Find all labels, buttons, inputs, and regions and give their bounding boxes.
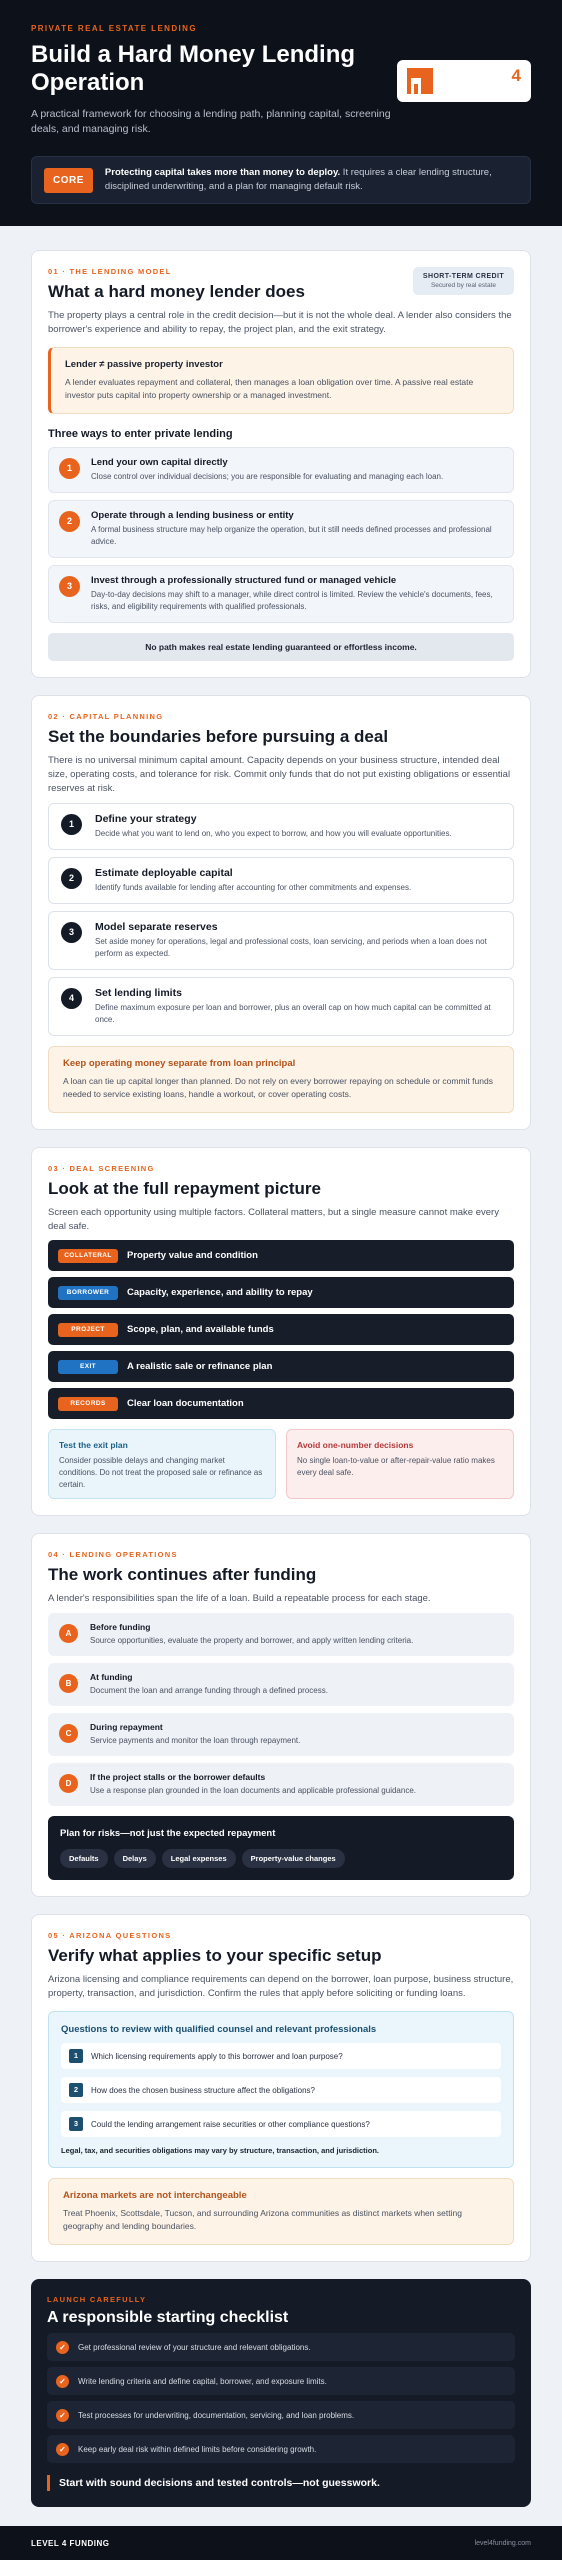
checklist-text: Test processes for underwriting, documentation, servicing, and loan problems. — [78, 2410, 355, 2420]
stage-title: If the project stalls or the borrower defaults — [90, 1772, 266, 1782]
question-number: 3 — [69, 2117, 83, 2131]
step-title: Set lending limits — [95, 987, 182, 999]
core-bold: Protecting capital takes more than money to deploy. — [104, 167, 341, 178]
final-text: Start with sound decisions and tested controls—not guesswork. — [59, 2477, 380, 2489]
screen-row — [48, 1277, 514, 1308]
stage-item — [48, 1763, 514, 1806]
step-number: 1 — [61, 814, 82, 835]
step-title: Define your strategy — [95, 813, 197, 825]
no-guarantee-note: No path makes real estate lending guaranteed or effortless income. — [48, 633, 514, 661]
check-icon: ✓ — [56, 2375, 69, 2388]
section-intro: There is no universal minimum capital amount. Capacity depends on your business structure, intended deal size, operating costs, and tolerance for risk. Commit only funds that do not put existing obligations or essential reserves at risk. — [48, 755, 511, 794]
callout-body: Treat Phoenix, Scottsdale, Tucson, and surrounding Arizona communities as distinct markets when setting geography and lending boundaries. — [63, 2208, 462, 2231]
question-row — [61, 2043, 501, 2069]
stage-letter: D — [59, 1774, 78, 1793]
core-body: It requires a clear lending structure, disciplined underwriting, and a plan for managing default risk. — [104, 167, 492, 192]
screen-tag: PROJECT — [58, 1323, 118, 1337]
hero-eyebrow: PRIVATE REAL ESTATE LENDING — [31, 24, 197, 33]
way-number: 2 — [59, 511, 80, 532]
content — [0, 226, 562, 2526]
section-label: 03 · DEAL SCREENING — [48, 1164, 155, 1173]
stage-body: Document the loan and arrange funding through a defined process. — [90, 1686, 328, 1695]
section-title: Look at the full repayment picture — [48, 1179, 321, 1198]
final-statement — [47, 2475, 515, 2491]
section-intro: Screen each opportunity using multiple factors. Collateral matters, but a single measure cannot make every deal safe. — [48, 1207, 499, 1232]
screen-text: Property value and condition — [127, 1250, 258, 1261]
ways-heading: Three ways to enter private lending — [48, 428, 233, 440]
section-deal-screening — [31, 1147, 531, 1516]
stage-title: Before funding — [90, 1622, 151, 1632]
core-badge: CORE — [44, 168, 93, 193]
way-number: 3 — [59, 576, 80, 597]
footer-url[interactable]: level4funding.com — [474, 2539, 531, 2547]
section-title: Set the boundaries before pursuing a deal — [48, 727, 389, 746]
callout-title: Arizona markets are not interchangeable — [63, 2190, 247, 2201]
screen-row — [48, 1351, 514, 1382]
questions-title: Questions to review with qualified counsel and relevant professionals — [61, 2024, 377, 2035]
check-icon: ✓ — [56, 2443, 69, 2456]
question-number: 1 — [69, 2049, 83, 2063]
section-label: 04 · LENDING OPERATIONS — [48, 1550, 178, 1559]
exit-plan-box — [48, 1429, 276, 1499]
stage-item — [48, 1613, 514, 1656]
short-term-credit-badge — [413, 267, 514, 295]
checklist-item — [47, 2367, 515, 2395]
core-text — [105, 166, 518, 194]
risk-title: Plan for risks—not just the expected repayment — [60, 1828, 276, 1839]
risk-tag: Property-value changes — [242, 1849, 345, 1868]
way-body: A formal business structure may help organize the operation, but it still needs defined processes and professional advice. — [91, 525, 492, 546]
risk-tags — [60, 1849, 502, 1868]
way-item — [48, 500, 514, 558]
callout-title: Keep operating money separate from loan principal — [63, 1058, 296, 1069]
risk-tag: Legal expenses — [162, 1849, 236, 1868]
screen-tag: BORROWER — [58, 1286, 118, 1300]
badge-title: SHORT-TERM CREDIT — [422, 273, 504, 280]
screen-tag: RECORDS — [58, 1397, 118, 1411]
step-item — [48, 857, 514, 904]
step-number: 4 — [61, 988, 82, 1009]
section-arizona-questions — [31, 1914, 531, 2262]
check-icon: ✓ — [56, 2409, 69, 2422]
logo-house-icon — [407, 68, 433, 94]
section-intro: A lender's responsibilities span the life of a loan. Build a repeatable process for each stage. — [48, 1593, 431, 1604]
step-body: Define maximum exposure per loan and borrower, plus an overall cap on how much capital can be committed at once. — [95, 1003, 491, 1024]
logo — [397, 60, 531, 102]
way-title: Operate through a lending business or entity — [91, 510, 294, 521]
screen-row — [48, 1314, 514, 1345]
section-title: The work continues after funding — [48, 1565, 317, 1584]
callout-title: Lender ≠ passive property investor — [65, 359, 223, 370]
checklist-item — [47, 2333, 515, 2361]
starting-checklist — [31, 2279, 531, 2507]
checklist-text: Write lending criteria and define capital, borrower, and exposure limits. — [78, 2376, 327, 2386]
risk-tag: Defaults — [60, 1849, 108, 1868]
questions-footnote: Legal, tax, and securities obligations may vary by structure, transaction, and jurisdiction. — [61, 2146, 380, 2155]
section-lending-model — [31, 250, 531, 678]
stage-body: Service payments and monitor the loan through repayment. — [90, 1736, 301, 1745]
stage-letter: A — [59, 1624, 78, 1643]
screen-text: Capacity, experience, and ability to repay — [127, 1287, 313, 1298]
hero — [0, 0, 562, 226]
step-title: Estimate deployable capital — [95, 867, 233, 879]
screen-text: Clear loan documentation — [127, 1398, 244, 1409]
stage-item — [48, 1663, 514, 1706]
way-body: Day-to-day decisions may shift to a manager, while direct control is limited. Review the vehicle's documents, fees, risks, and eligibility requirements with qualified professionals. — [91, 590, 493, 611]
callout-body: A loan can tie up capital longer than planned. Do not rely on every borrower repaying on schedule or commit funds needed to service existing loans, handle a workout, or cover operating costs. — [63, 1076, 493, 1099]
accent-bar — [47, 2475, 50, 2491]
question-row — [61, 2111, 501, 2137]
hero-subtitle: A practical framework for choosing a lending path, planning capital, screening deals, and managing risk. — [31, 108, 391, 135]
risk-tag: Delays — [114, 1849, 156, 1868]
section-intro: Arizona licensing and compliance requirements can depend on the borrower, loan purpose, business structure, property, transaction, and jurisdiction. Confirm the rules that apply before soliciting or funding loans. — [48, 1974, 514, 1999]
way-body: Close control over individual decisions; you are responsible for evaluating and managing each loan. — [91, 472, 444, 481]
way-number: 1 — [59, 458, 80, 479]
stage-letter: B — [59, 1674, 78, 1693]
section-title: Verify what applies to your specific setup — [48, 1946, 382, 1965]
step-title: Model separate reserves — [95, 921, 218, 933]
arizona-markets-callout — [48, 2178, 514, 2245]
question-row — [61, 2077, 501, 2103]
section-label: 02 · CAPITAL PLANNING — [48, 712, 164, 721]
page-title: Build a Hard Money Lending Operation — [31, 41, 356, 96]
question-text: How does the chosen business structure affect the obligations? — [91, 2085, 315, 2095]
tip-title: Test the exit plan — [59, 1440, 128, 1450]
question-text: Which licensing requirements apply to this borrower and loan purpose? — [91, 2051, 343, 2061]
step-body: Identify funds available for lending after accounting for other commitments and expenses. — [95, 883, 412, 892]
way-item — [48, 565, 514, 623]
stage-letter: C — [59, 1724, 78, 1743]
section-intro: The property plays a central role in the credit decision—but it is not the whole deal. A lender also considers the borrower's experience and ability to repay, the project plan, and the exit strategy. — [48, 310, 512, 335]
tip-title: Avoid one-number decisions — [297, 1440, 414, 1450]
screen-tag: EXIT — [58, 1360, 118, 1374]
screen-text: A realistic sale or refinance plan — [127, 1361, 273, 1372]
screen-row — [48, 1388, 514, 1419]
section-label: 01 · THE LENDING MODEL — [48, 267, 172, 276]
lender-callout — [48, 347, 514, 414]
screen-row — [48, 1240, 514, 1271]
badge-sub: Secured by real estate — [430, 282, 496, 289]
footer-brand: LEVEL 4 FUNDING — [31, 2538, 110, 2548]
checklist-text: Get professional review of your structure and relevant obligations. — [78, 2342, 311, 2352]
one-number-box — [286, 1429, 514, 1499]
callout-body: A lender evaluates repayment and collateral, then manages a loan obligation over time. A passive real estate investor puts capital into property ownership or a managed investment. — [65, 377, 474, 400]
stage-title: During repayment — [90, 1722, 163, 1732]
section-label: LAUNCH CAREFULLY — [47, 2295, 147, 2304]
question-text: Could the lending arrangement raise securities or other compliance questions? — [91, 2119, 370, 2129]
core-banner — [31, 156, 531, 204]
step-item — [48, 803, 514, 850]
way-title: Invest through a professionally structured fund or managed vehicle — [91, 575, 397, 586]
operating-money-callout — [48, 1046, 514, 1113]
footer — [0, 2526, 562, 2560]
step-number: 3 — [61, 922, 82, 943]
step-body: Set aside money for operations, legal and professional costs, loan servicing, and periods when a loan does not perform as expected. — [95, 937, 487, 958]
stage-title: At funding — [90, 1672, 133, 1682]
checklist-text: Keep early deal risk within defined limits before considering growth. — [78, 2444, 317, 2454]
question-number: 2 — [69, 2083, 83, 2097]
logo-number: 4 — [511, 66, 521, 85]
step-body: Decide what you want to lend on, who you expect to borrow, and how you will evaluate opportunities. — [95, 829, 452, 838]
section-title: What a hard money lender does — [48, 282, 305, 301]
checklist-item — [47, 2435, 515, 2463]
tip-body: No single loan-to-value or after-repair-value ratio makes every deal safe. — [297, 1456, 495, 1477]
step-item — [48, 977, 514, 1036]
section-capital-planning — [31, 695, 531, 1130]
step-item — [48, 911, 514, 970]
risk-box — [48, 1816, 514, 1880]
section-label: 05 · ARIZONA QUESTIONS — [48, 1931, 172, 1940]
way-title: Lend your own capital directly — [91, 457, 228, 468]
checklist-item — [47, 2401, 515, 2429]
stage-body: Source opportunities, evaluate the property and borrower, and apply written lending criteria. — [90, 1636, 414, 1645]
section-lending-operations — [31, 1533, 531, 1897]
questions-box — [48, 2011, 514, 2168]
section-title: A responsible starting checklist — [47, 2309, 289, 2326]
tip-body: Consider possible delays and changing market conditions. Do not treat the proposed sale or refinance as certain. — [59, 1456, 263, 1489]
way-item — [48, 447, 514, 493]
step-number: 2 — [61, 868, 82, 889]
stage-body: Use a response plan grounded in the loan documents and applicable professional guidance. — [90, 1786, 417, 1795]
tip-boxes — [48, 1429, 514, 1499]
check-icon: ✓ — [56, 2341, 69, 2354]
screen-text: Scope, plan, and available funds — [127, 1324, 274, 1335]
stage-item — [48, 1713, 514, 1756]
screen-tag: COLLATERAL — [58, 1249, 118, 1263]
